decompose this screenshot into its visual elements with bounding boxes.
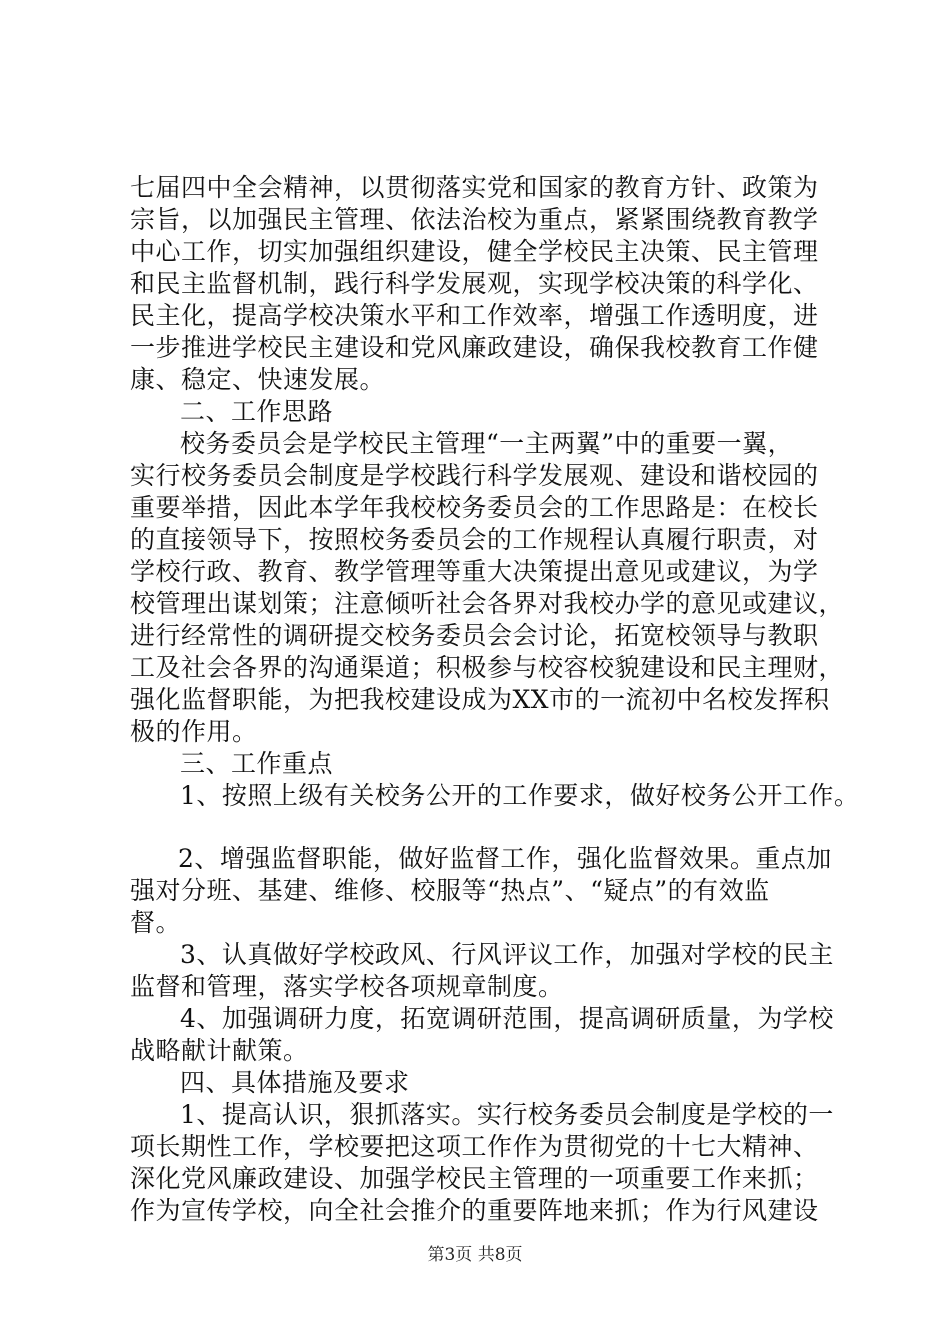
paragraph-line: 的直接领导下，按照校务委员会的工作规程认真履行职责，对 [130, 525, 819, 554]
section-heading-work-focus: 三、工作重点 [180, 749, 334, 778]
paragraph-line: 项长期性工作，学校要把这项工作作为贯彻党的十七大精神、 [130, 1132, 819, 1161]
paragraph-line: 实行校务委员会制度是学校践行科学发展观、建设和谐校园的 [130, 461, 819, 490]
paragraph-line: 3、认真做好学校政风、行风评议工作，加强对学校的民主 [180, 940, 834, 969]
paragraph-line: 战略献计献策。 [130, 1036, 309, 1065]
paragraph-line: 康、稳定、快速发展。 [130, 365, 386, 394]
paragraph-line: 校务委员会是学校民主管理“一主两翼”中的重要一翼， [180, 429, 794, 458]
paragraph-line: 1、提高认识，狠抓落实。实行校务委员会制度是学校的一 [180, 1100, 834, 1129]
paragraph-line: 民主化，提高学校决策水平和工作效率，增强工作透明度，进 [130, 301, 819, 330]
document-body [130, 172, 860, 1227]
paragraph-line: 深化党风廉政建设、加强学校民主管理的一项重要工作来抓； [130, 1164, 819, 1193]
paragraph-line: 强化监督职能，为把我校建设成为XX市的一流初中名校发挥积 [130, 685, 830, 714]
paragraph-gap [130, 812, 840, 843]
paragraph-line: 督。 [130, 908, 182, 937]
paragraph-line: 2、增强监督职能，做好监督工作，强化监督效果。重点加 [178, 844, 832, 873]
paragraph-line: 作为宣传学校，向全社会推介的重要阵地来抓；作为行风建设 [130, 1196, 819, 1225]
paragraph-line: 中心工作，切实加强组织建设，健全学校民主决策、民主管理 [130, 237, 819, 266]
paragraph-line: 学校行政、教育、教学管理等重大决策提出意见或建议，为学 [130, 557, 819, 586]
paragraph-line: 重要举措，因此本学年我校校务委员会的工作思路是：在校长 [130, 493, 819, 522]
paragraph-line: 进行经常性的调研提交校务委员会会讨论，拓宽校领导与教职 [130, 621, 819, 650]
paragraph-line: 一步推进学校民主建设和党风廉政建设，确保我校教育工作健 [130, 333, 819, 362]
paragraph-line: 1、按照上级有关校务公开的工作要求，做好校务公开工作。 [180, 781, 860, 810]
paragraph-line: 校管理出谋划策；注意倾听社会各界对我校办学的意见或建议， [130, 589, 845, 618]
section-heading-work-ideas: 二、工作思路 [180, 397, 334, 426]
paragraph-line: 4、加强调研力度，拓宽调研范围，提高调研质量，为学校 [180, 1004, 834, 1033]
page-number-footer: 第3页 共8页 [427, 1245, 523, 1265]
section-heading-measures: 四、具体措施及要求 [180, 1068, 410, 1097]
paragraph-line: 和民主监督机制，践行科学发展观，实现学校决策的科学化、 [130, 269, 819, 298]
paragraph-line: 强对分班、基建、维修、校服等“热点”、“疑点”的有效监 [130, 876, 770, 905]
paragraph-line: 工及社会各界的沟通渠道；积极参与校容校貌建设和民主理财， [130, 653, 845, 682]
paragraph-line: 七届四中全会精神，以贯彻落实党和国家的教育方针、政策为 [130, 173, 819, 202]
paragraph-line: 监督和管理，落实学校各项规章制度。 [130, 972, 564, 1001]
paragraph-line: 宗旨，以加强民主管理、依法治校为重点，紧紧围绕教育教学 [130, 205, 819, 234]
paragraph-line: 极的作用。 [130, 717, 258, 746]
